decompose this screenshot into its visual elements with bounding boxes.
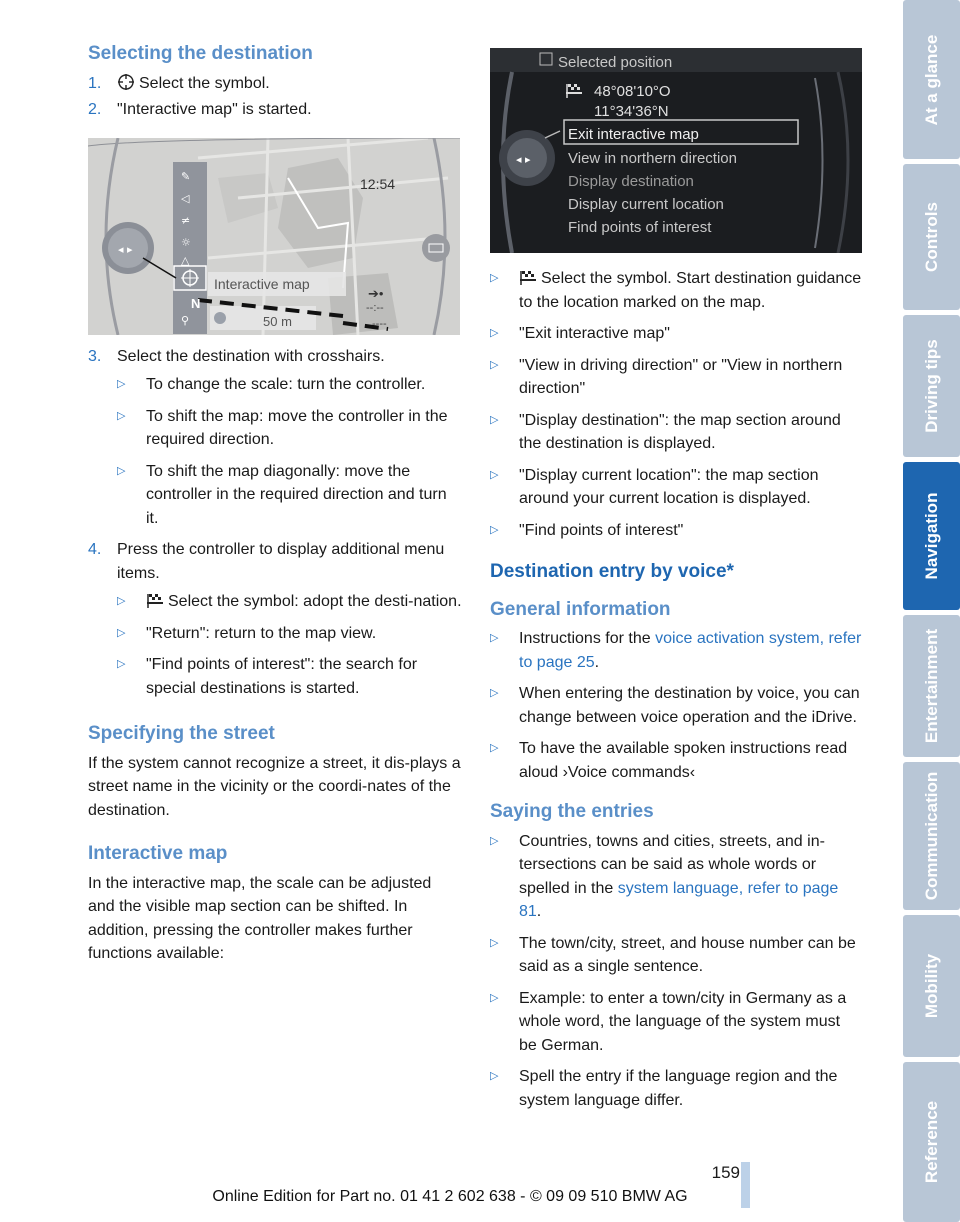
flag-pin-icon: [519, 270, 537, 286]
list-item: ▷ The town/city, street, and house number can be said as a single sentence.: [490, 934, 856, 975]
step-number: 4.: [88, 541, 102, 558]
distance-value: ----: [372, 317, 387, 330]
step-2: [88, 98, 462, 122]
step-text: "Interactive map" is started.: [117, 101, 312, 118]
north-indicator: N: [191, 295, 201, 311]
map-label: Interactive map: [214, 275, 310, 292]
left-column: [88, 42, 462, 972]
list-item: ▷ Select the symbol. Start destination guidance to the location marked on the map.: [490, 270, 862, 311]
chapter-sidebar: [900, 0, 960, 1222]
list-item: ▷ When entering the destination by voice, you can change between voice operation and the iDrive.: [490, 685, 860, 726]
menu-display-current-location[interactable]: Display current location: [568, 196, 724, 213]
list-item: ▷ Spell the entry if the language region and the system language differ.: [490, 1068, 838, 1109]
list-item: ▷ "Display current location": the map section around your current location is displayed.: [490, 466, 819, 507]
interactive-map-screenshot: [88, 138, 460, 335]
svg-text:◂ ▸: ◂ ▸: [516, 153, 531, 166]
list-item: ▷ To have the available spoken instructions read aloud ›Voice commands‹: [490, 740, 848, 781]
list-item: ▷ Instructions for the voice activation system, refer to page 25.: [490, 630, 862, 671]
list-item: ▷ To change the scale: turn the controller.: [117, 376, 426, 393]
map-scale: 50 m: [263, 313, 292, 329]
street-paragraph: If the system cannot recognize a street, it dis-plays a street name in the vicinity or the coordi-nates of the destination.: [88, 754, 461, 819]
svg-text:⚲: ⚲: [181, 313, 190, 327]
selected-position-title: Selected position: [558, 54, 673, 71]
page-number: 159: [711, 1163, 740, 1182]
right-column: [490, 42, 862, 1120]
step-3: [88, 345, 462, 369]
step-text: Select the destination with crosshairs.: [117, 347, 385, 365]
menu-exit-interactive-map[interactable]: Exit interactive map: [568, 126, 699, 143]
menu-find-points-of-interest[interactable]: Find points of interest: [568, 219, 712, 236]
list-item: ▷ Countries, towns and cities, streets, and in-tersections can be said as whole words or spelled in the system language, refer to page 81.: [490, 832, 839, 920]
flag-pin-icon: [146, 593, 164, 609]
step-number: 1.: [88, 74, 102, 92]
list-item: ▷ To shift the map diagonally: move the controller in the required direction and turn it.: [117, 462, 447, 527]
svg-text:≠: ≠: [181, 213, 191, 227]
svg-text:◂ ▸: ◂ ▸: [118, 242, 133, 256]
tab-communication[interactable]: Communication: [903, 762, 960, 910]
arrival-time: --:--: [366, 301, 384, 314]
tab-reference[interactable]: Reference: [903, 1062, 960, 1222]
step-number: 2.: [88, 101, 102, 118]
system-language-link[interactable]: system language, refer to page 81: [519, 879, 839, 920]
crosshair-icon: [117, 73, 135, 91]
heading-selecting-destination: Selecting the destination: [88, 43, 313, 64]
step-number: 3.: [88, 347, 102, 365]
latitude: 11°34'36°N: [594, 103, 669, 120]
svg-text:◁: ◁: [181, 191, 190, 205]
map-time: 12:54: [360, 175, 396, 192]
svg-text:☼: ☼: [181, 235, 191, 249]
step-4-bullets: [117, 590, 462, 700]
menu-view-northern[interactable]: View in northern direction: [568, 150, 737, 167]
heading-interactive-map: Interactive map: [88, 843, 228, 864]
heading-specifying-street: Specifying the street: [88, 723, 275, 744]
tab-driving-tips[interactable]: Driving tips: [903, 315, 960, 457]
list-item: ▷ Select the symbol: adopt the desti-nation.: [117, 593, 462, 610]
heading-general-information: General information: [490, 598, 671, 620]
list-item: ▷ To shift the map: move the controller in the required direction.: [117, 407, 448, 448]
list-item: ▷ "View in driving direction" or "View in northern direction": [490, 356, 843, 397]
list-item: ▷ Example: to enter a town/city in Germany as a whole word, the language of the system must be German.: [490, 989, 847, 1054]
tab-controls[interactable]: Controls: [903, 164, 960, 310]
step-text: Select the symbol.: [139, 74, 270, 92]
voice-activation-link[interactable]: voice activation system, refer to page 25: [519, 630, 862, 671]
list-item: ▷ "Return": return to the map view.: [117, 624, 377, 642]
menu-display-destination[interactable]: Display destination: [568, 173, 694, 190]
step-4: [88, 538, 462, 585]
tab-navigation[interactable]: Navigation: [903, 462, 960, 610]
map-paragraph: In the interactive map, the scale can be adjusted and the visible map section can be shifted. In addition, pressing the controller makes further functions available:: [88, 874, 432, 962]
tab-at-a-glance[interactable]: At a glance: [903, 0, 960, 159]
footer-edition: Online Edition for Part no. 01 41 2 602 638 - © 09 09 510 BMW AG: [212, 1188, 688, 1205]
tab-entertainment[interactable]: Entertainment: [903, 615, 960, 757]
tab-mobility[interactable]: Mobility: [903, 915, 960, 1057]
step-3-bullets: [117, 373, 462, 530]
selected-position-screenshot: [490, 48, 862, 253]
heading-destination-entry-by-voice: Destination entry by voice*: [490, 561, 734, 582]
step-text: Press the controller to display additional menu items.: [117, 541, 445, 582]
list-item: ▷ "Display destination": the map section around the destination is displayed.: [490, 411, 841, 452]
svg-text:✎: ✎: [181, 169, 191, 183]
list-item: ▷ "Find points of interest": [490, 521, 684, 539]
list-item: ▷ "Exit interactive map": [490, 325, 670, 342]
svg-text:△: △: [181, 253, 190, 267]
turn-arrow-icon: ➔•: [368, 285, 384, 301]
heading-saying-entries: Saying the entries: [490, 801, 654, 822]
longitude: 48°08'10°O: [594, 83, 671, 100]
step-1: [88, 72, 462, 96]
list-item: ▷ "Find points of interest": the search for special destinations is started.: [117, 656, 418, 697]
